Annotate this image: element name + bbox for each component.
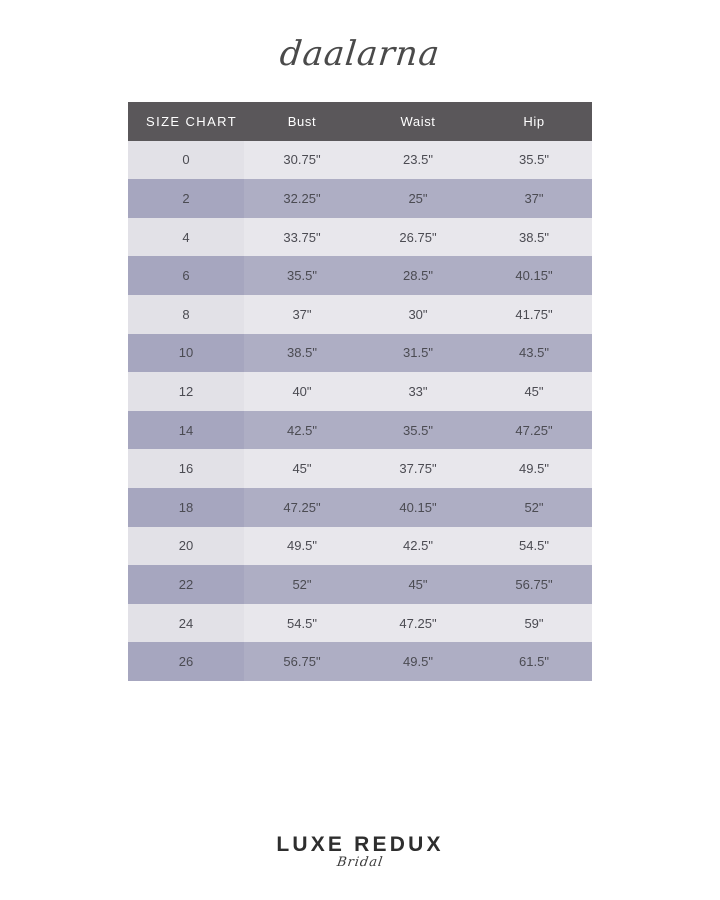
table-row xyxy=(128,141,592,180)
cell-size: 4 xyxy=(128,218,244,257)
cell-hip: 38.5" xyxy=(476,218,592,257)
cell-bust: 45" xyxy=(244,449,360,488)
table-row xyxy=(128,218,592,257)
cell-size: 18 xyxy=(128,488,244,527)
cell-bust: 52" xyxy=(244,565,360,604)
cell-size: 12 xyxy=(128,372,244,411)
cell-bust: 38.5" xyxy=(244,334,360,373)
table-header-row xyxy=(128,102,592,141)
cell-bust: 37" xyxy=(244,295,360,334)
cell-size: 6 xyxy=(128,256,244,295)
footer-logo-main: LUXE REDUX xyxy=(276,833,444,856)
cell-waist: 42.5" xyxy=(360,527,476,566)
cell-waist: 37.75" xyxy=(360,449,476,488)
table-row xyxy=(128,642,592,681)
cell-bust: 42.5" xyxy=(244,411,360,450)
cell-size: 0 xyxy=(128,141,244,180)
table-row xyxy=(128,179,592,218)
table-head xyxy=(128,102,592,141)
table-row xyxy=(128,372,592,411)
cell-bust: 49.5" xyxy=(244,527,360,566)
cell-hip: 54.5" xyxy=(476,527,592,566)
cell-waist: 25" xyxy=(360,179,476,218)
cell-size: 26 xyxy=(128,642,244,681)
cell-hip: 41.75" xyxy=(476,295,592,334)
cell-hip: 56.75" xyxy=(476,565,592,604)
cell-bust: 33.75" xyxy=(244,218,360,257)
column-header-waist: Waist xyxy=(360,102,476,141)
cell-waist: 33" xyxy=(360,372,476,411)
cell-waist: 31.5" xyxy=(360,334,476,373)
cell-bust: 40" xyxy=(244,372,360,411)
cell-hip: 35.5" xyxy=(476,141,592,180)
cell-bust: 54.5" xyxy=(244,604,360,643)
table-row xyxy=(128,256,592,295)
cell-hip: 61.5" xyxy=(476,642,592,681)
cell-waist: 28.5" xyxy=(360,256,476,295)
cell-bust: 47.25" xyxy=(244,488,360,527)
cell-waist: 23.5" xyxy=(360,141,476,180)
cell-size: 8 xyxy=(128,295,244,334)
footer-logo xyxy=(0,833,720,870)
cell-size: 2 xyxy=(128,179,244,218)
table-row xyxy=(128,449,592,488)
cell-waist: 40.15" xyxy=(360,488,476,527)
table-row xyxy=(128,565,592,604)
cell-bust: 35.5" xyxy=(244,256,360,295)
cell-bust: 56.75" xyxy=(244,642,360,681)
table-row xyxy=(128,295,592,334)
cell-size: 16 xyxy=(128,449,244,488)
footer-logo-sub: Bridal xyxy=(335,855,385,870)
size-chart-table xyxy=(128,102,592,681)
table-body xyxy=(128,141,592,681)
cell-size: 24 xyxy=(128,604,244,643)
cell-waist: 26.75" xyxy=(360,218,476,257)
size-chart-container xyxy=(128,102,592,681)
cell-waist: 49.5" xyxy=(360,642,476,681)
cell-size: 22 xyxy=(128,565,244,604)
cell-hip: 47.25" xyxy=(476,411,592,450)
table-row xyxy=(128,488,592,527)
cell-hip: 59" xyxy=(476,604,592,643)
column-header-size-chart: SIZE CHART xyxy=(128,102,244,141)
cell-waist: 35.5" xyxy=(360,411,476,450)
cell-hip: 45" xyxy=(476,372,592,411)
cell-waist: 30" xyxy=(360,295,476,334)
cell-size: 10 xyxy=(128,334,244,373)
cell-waist: 45" xyxy=(360,565,476,604)
table-row xyxy=(128,527,592,566)
table-row xyxy=(128,411,592,450)
cell-hip: 37" xyxy=(476,179,592,218)
cell-size: 20 xyxy=(128,527,244,566)
table-row xyxy=(128,604,592,643)
table-row xyxy=(128,334,592,373)
cell-size: 14 xyxy=(128,411,244,450)
cell-hip: 40.15" xyxy=(476,256,592,295)
cell-bust: 32.25" xyxy=(244,179,360,218)
cell-waist: 47.25" xyxy=(360,604,476,643)
column-header-hip: Hip xyxy=(476,102,592,141)
cell-hip: 43.5" xyxy=(476,334,592,373)
brand-name: daalarna xyxy=(277,34,443,74)
cell-bust: 30.75" xyxy=(244,141,360,180)
cell-hip: 52" xyxy=(476,488,592,527)
brand-header xyxy=(277,30,443,78)
cell-hip: 49.5" xyxy=(476,449,592,488)
column-header-bust: Bust xyxy=(244,102,360,141)
